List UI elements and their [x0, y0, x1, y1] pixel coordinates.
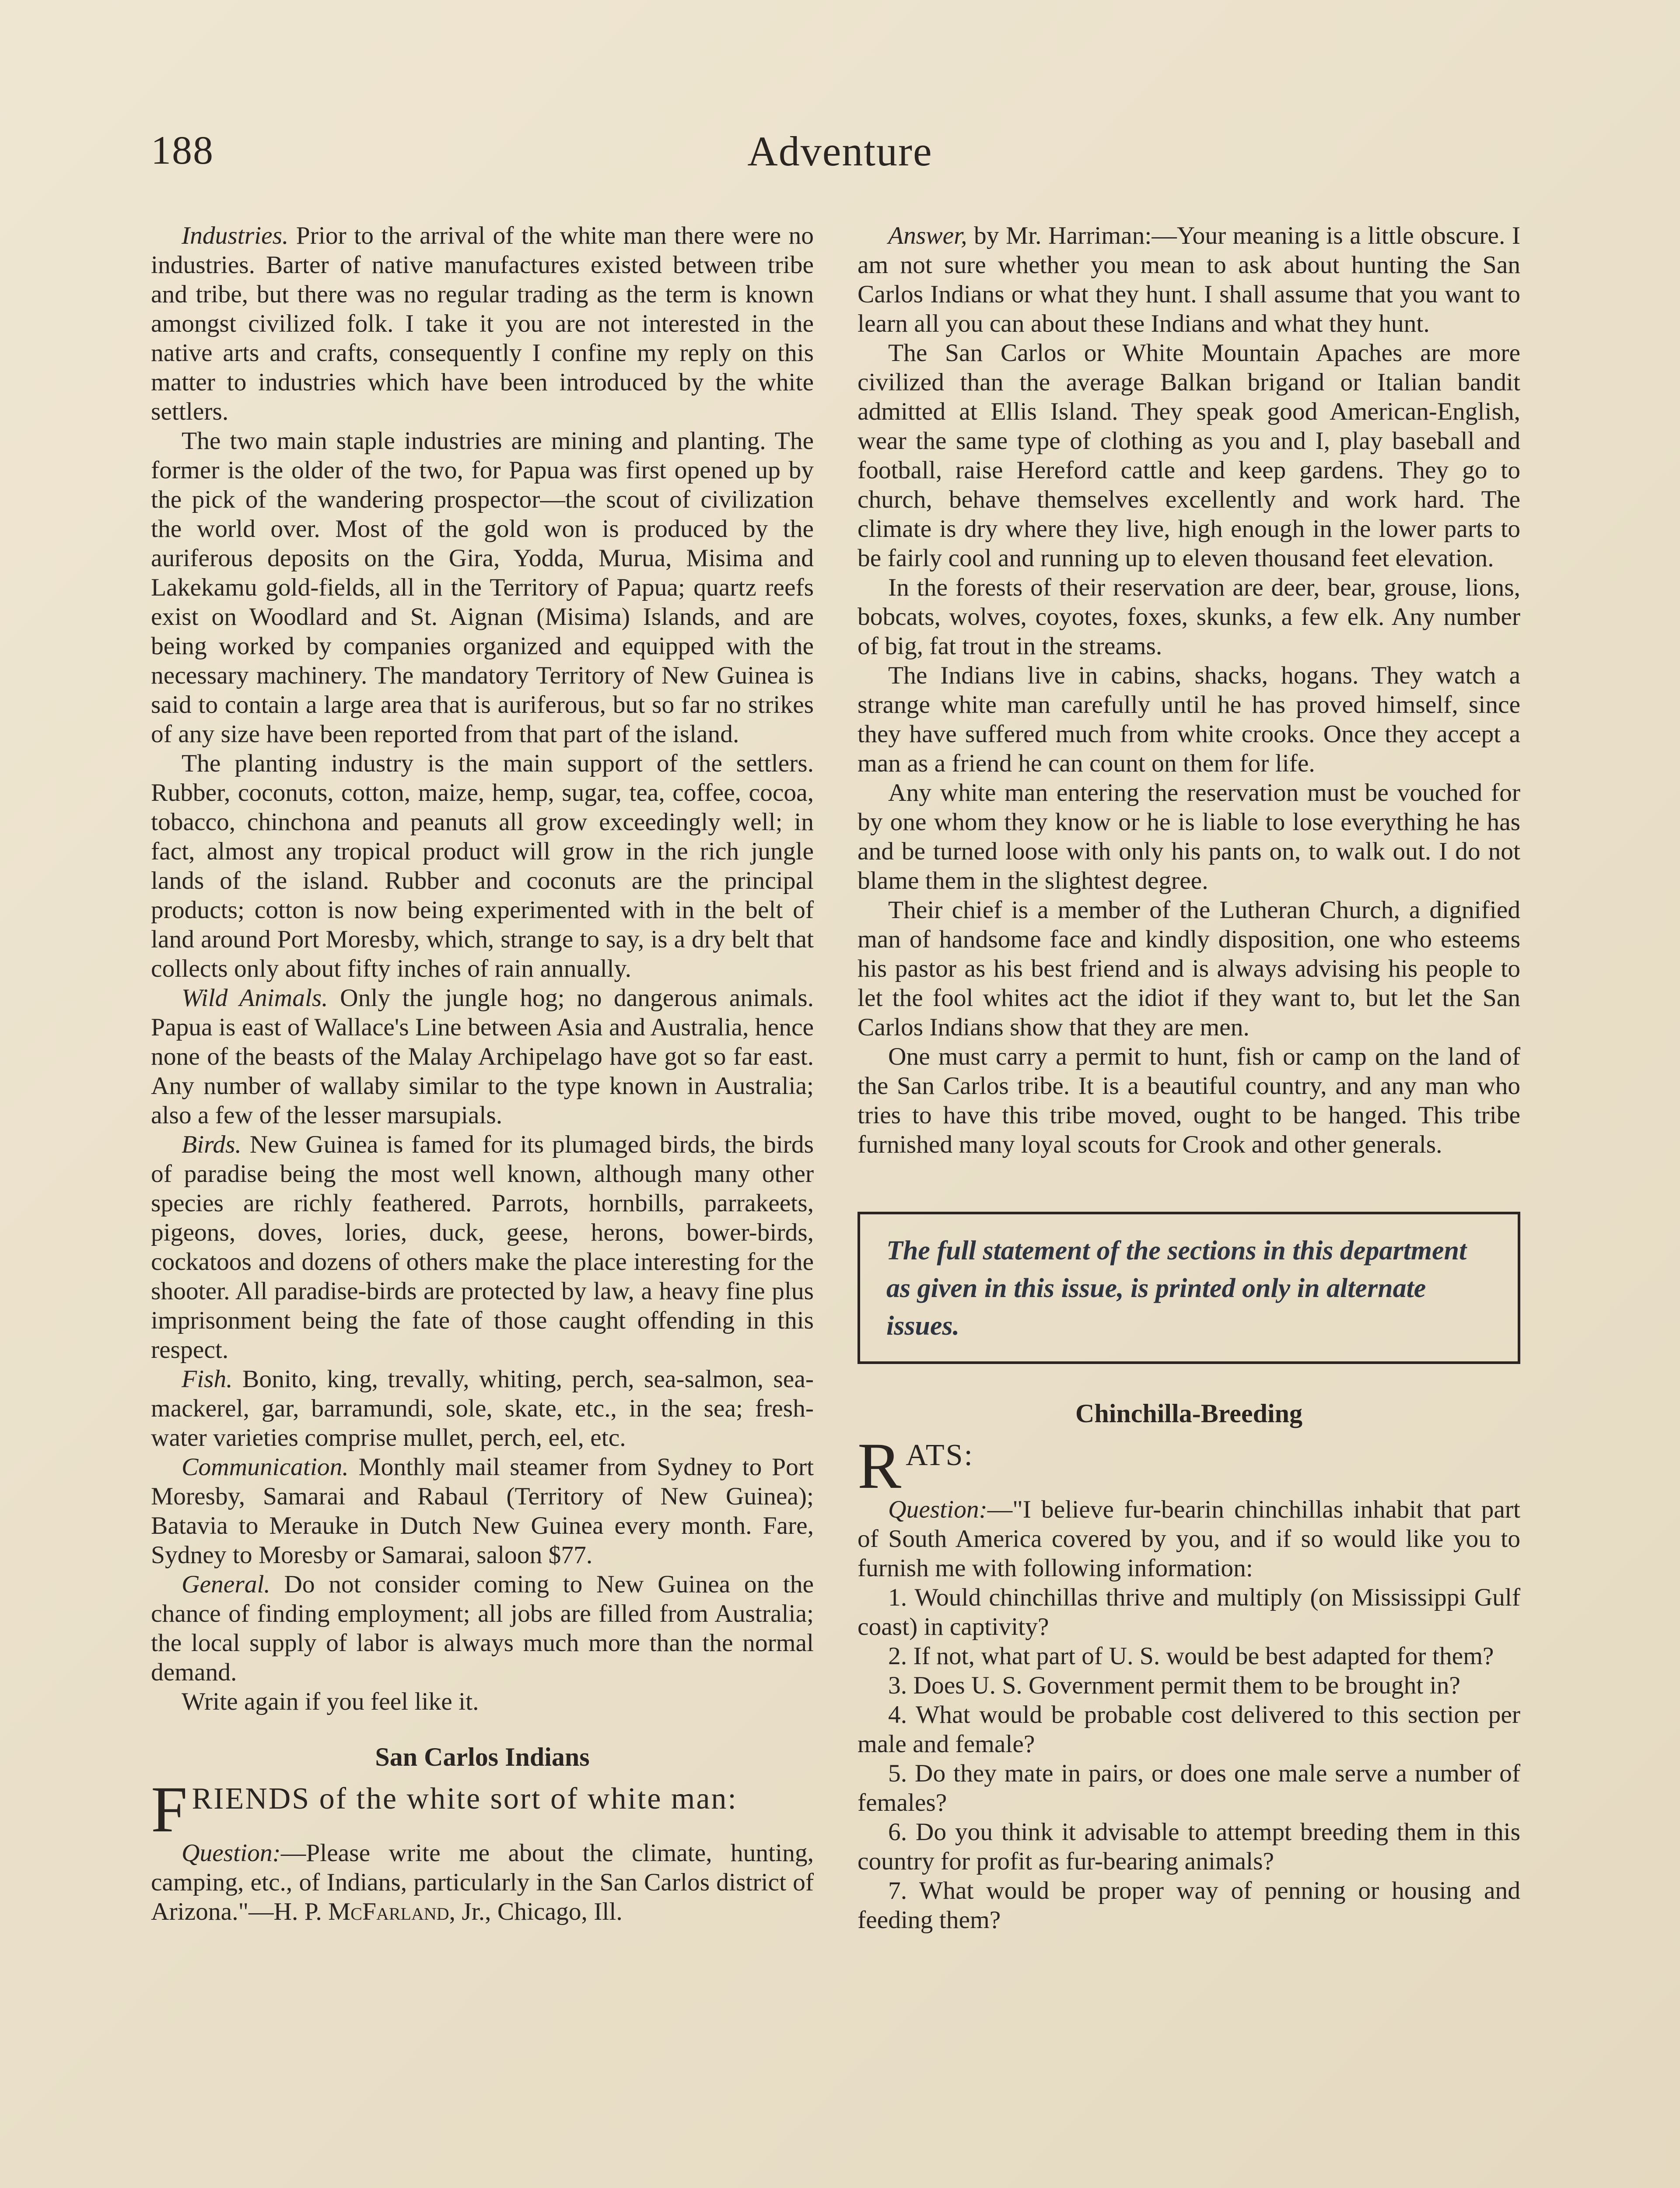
- question-item-2: 2. If not, what part of U. S. would be best adapted for them?: [888, 1642, 1494, 1670]
- paragraph-general: [151, 1570, 814, 1687]
- magazine-title: Adventure: [747, 128, 933, 175]
- drop-cap: F: [151, 1773, 188, 1846]
- answer-label: Answer,: [888, 222, 967, 249]
- paragraph-communication: [151, 1452, 814, 1570]
- paragraph-label: Wild Animals.: [182, 984, 328, 1012]
- paragraph-text: New Guinea is famed for its plumaged birds, the birds of paradise being the most well known, although many other species are richly feathered. Parrots, hornbills, parrakeets, pigeons, doves, lories, duck, geese, herons, bower-birds, cockatoos and dozens of others make the place interesting for the shooter. All paradise-birds are protected by law, a heavy fine plus imprisonment being the fate of those caught offending in this respect.: [151, 1131, 814, 1364]
- question-item-1: 1. Would chinchillas thrive and multiply (on Mississippi Gulf coast) in captivity?: [858, 1584, 1520, 1641]
- question-item-4: 4. What would be probable cost delivered to this section per male and female?: [858, 1701, 1520, 1758]
- paragraph-label: Industries.: [182, 222, 289, 249]
- signature-name: McFarland: [328, 1898, 449, 1925]
- question-item-5: 5. Do they mate in pairs, or does one male serve a number of females?: [858, 1760, 1520, 1816]
- paragraph-closing: Write again if you feel like it.: [182, 1688, 479, 1715]
- section-heading-san-carlos: San Carlos Indians: [375, 1743, 590, 1771]
- question-label: Question:: [182, 1839, 281, 1867]
- page-header: [151, 127, 1529, 188]
- paragraph-text: Prior to the arrival of the white man there were no industries. Barter of native manufactures existed between tribe and tribe, but there was no regular trading as the term is known amongst civilized folk. I take it you are not interested in the native arts and crafts, consequently I confine my reply on this matter to industries which have been introduced by the white settlers.: [151, 222, 814, 425]
- paragraph-industries: [151, 221, 814, 426]
- paragraph-planting: The planting industry is the main support of the settlers. Rubber, coconuts, cotton, maize, hemp, sugar, tea, coffee, cocoa, tobacco, chinchona and peanuts all grow exceedingly well; in fact, almost any tropical product will grow in the rich jungle lands of the island. Rubber and coconuts are the principal products; cotton is now being experimented with in the belt of land around Port Moresby, which, strange to say, is a dry belt that collects only about fifty inches of rain annually.: [151, 750, 814, 982]
- paragraph-text: Only the jungle hog; no dangerous animals. Papua is east of Wallace's Line between Asia and Australia, hence none of the beasts of the Malay Archipelago have got so far east. Any number of wallaby similar to the type known in Australia; also a few of the lesser marsupials.: [151, 984, 814, 1129]
- paragraph-fish: [151, 1364, 814, 1452]
- section-opener: [858, 1430, 1520, 1502]
- paragraph-birds: [151, 1130, 814, 1364]
- answer-paragraph: [858, 221, 1520, 338]
- paragraph-label: Fish.: [182, 1365, 233, 1393]
- drop-cap: R: [858, 1430, 902, 1502]
- paragraph-label: Birds.: [182, 1131, 242, 1158]
- right-column: [858, 221, 1520, 1935]
- opener-text: RIENDS of the white sort of white man:: [192, 1782, 738, 1816]
- question-label: Question:: [888, 1496, 987, 1523]
- answer-text: by Mr. Harriman:—Your meaning is a little obscure. I am not sure whether you mean to ask about hunting the San Carlos Indians or what they hunt. I shall assume that you want to learn all you can about these Indians and what they hunt.: [858, 222, 1521, 337]
- paragraph-permit: One must carry a permit to hunt, fish or camp on the land of the San Carlos tribe. It is a beautiful country, and any man who tries to have this tribe moved, ought to be hanged. This tribe furnished many loyal scouts for Crook and other generals.: [858, 1043, 1520, 1158]
- question-paragraph: [151, 1838, 814, 1926]
- signature-location: , Jr., Chicago, Ill.: [449, 1898, 623, 1925]
- section-heading-chinchilla: Chinchilla-Breeding: [1075, 1399, 1302, 1428]
- paragraph-label: Communication.: [182, 1453, 349, 1481]
- notice-text: The full statement of the sections in this department as given in this issue, is printed only in alternate issues.: [886, 1236, 1467, 1341]
- paragraph-wild-animals: [151, 983, 814, 1130]
- question-paragraph: [858, 1495, 1520, 1583]
- left-column: [151, 221, 814, 1926]
- paragraph-text: Bonito, king, trevally, whiting, perch, sea-salmon, sea-mackerel, gar, barramundi, sole, skate, etc., in the sea; fresh-water varieties comprise mullet, perch, eel, etc.: [151, 1365, 814, 1452]
- question-item-3: 3. Does U. S. Government permit them to be brought in?: [888, 1672, 1460, 1699]
- paragraph-label: General.: [182, 1571, 270, 1598]
- paragraph-cabins: The Indians live in cabins, shacks, hogans. They watch a strange white man carefully until he has proved himself, since they have suffered much from white crooks. Once they accept a man as a friend he can count on them for life.: [858, 662, 1520, 777]
- opener-text: ATS:: [906, 1438, 974, 1472]
- paragraph-chief: Their chief is a member of the Lutheran Church, a dignified man of handsome face and kindly disposition, one who esteems his pastor as his best friend and is always advising his people to let the fool whites act the idiot if they want to, but let the San Carlos Indians show that they are men.: [858, 896, 1520, 1041]
- paragraph-apaches: The San Carlos or White Mountain Apaches are more civilized than the average Balkan brigand or Italian bandit admitted at Ellis Island. They speak good American-English, wear the same type of clothing as you and I, play baseball and football, raise Hereford cattle and keep gardens. They go to church, behave themselves excellently and work hard. The climate is dry where they live, high enough in the lower parts to be fairly cool and running up to eleven thousand feet elevation.: [858, 339, 1520, 572]
- paragraph-reservation: Any white man entering the reservation must be vouched for by one whom they know or he is liable to lose everything he has and be turned loose with only his pants on, to walk out. I do not blame them in the slightest degree.: [858, 779, 1520, 894]
- section-opener: [151, 1773, 814, 1846]
- paragraph-text: Do not consider coming to New Guinea on the chance of finding employment; all jobs are filled from Australia; the local supply of labor is always much more than the normal demand.: [151, 1571, 814, 1686]
- page-number: 188: [151, 128, 214, 172]
- question-item-6: 6. Do you think it advisable to attempt breeding them in this country for profit as fur-bearing animals?: [858, 1818, 1520, 1875]
- paragraph-text: Monthly mail steamer from Sydney to Port Moresby, Samarai and Rabaul (Territory of New Guinea); Batavia to Merauke in Dutch New Guinea every month. Fare, Sydney to Moresby or Samarai, saloon $77.: [151, 1453, 814, 1569]
- paragraph-mining: The two main staple industries are mining and planting. The former is the older of the two, for Papua was first opened up by the pick of the wandering prospector—the scout of civilization the world over. Most of the gold won is produced by the auriferous deposits on the Gira, Yodda, Murua, Misima and Lakekamu gold-fields, all in the Territory of Papua; quartz reefs exist on Woodlard and St. Aignan (Misima) Islands, and are being worked by companies organized and equipped with the necessary machinery. The mandatory Territory of New Guinea is said to contain a large area that is auriferous, but so far no strikes of any size have been reported from that part of the island.: [151, 427, 814, 748]
- question-text: —Please write me about the climate, hunting, camping, etc., of Indians, particularly in the San Carlos district of Arizona."—H. P.: [151, 1839, 814, 1925]
- question-item-7: 7. What would be proper way of penning or housing and feeding them?: [858, 1877, 1520, 1934]
- paragraph-forests: In the forests of their reservation are deer, bear, grouse, lions, bobcats, wolves, coyotes, foxes, skunks, a few elk. Any number of big, fat trout in the streams.: [858, 574, 1520, 660]
- question-text: —"I believe fur-bearin chinchillas inhabit that part of South America covered by you, and if so would like you to furnish me with following information:: [858, 1496, 1520, 1582]
- notice-box: [858, 1212, 1520, 1364]
